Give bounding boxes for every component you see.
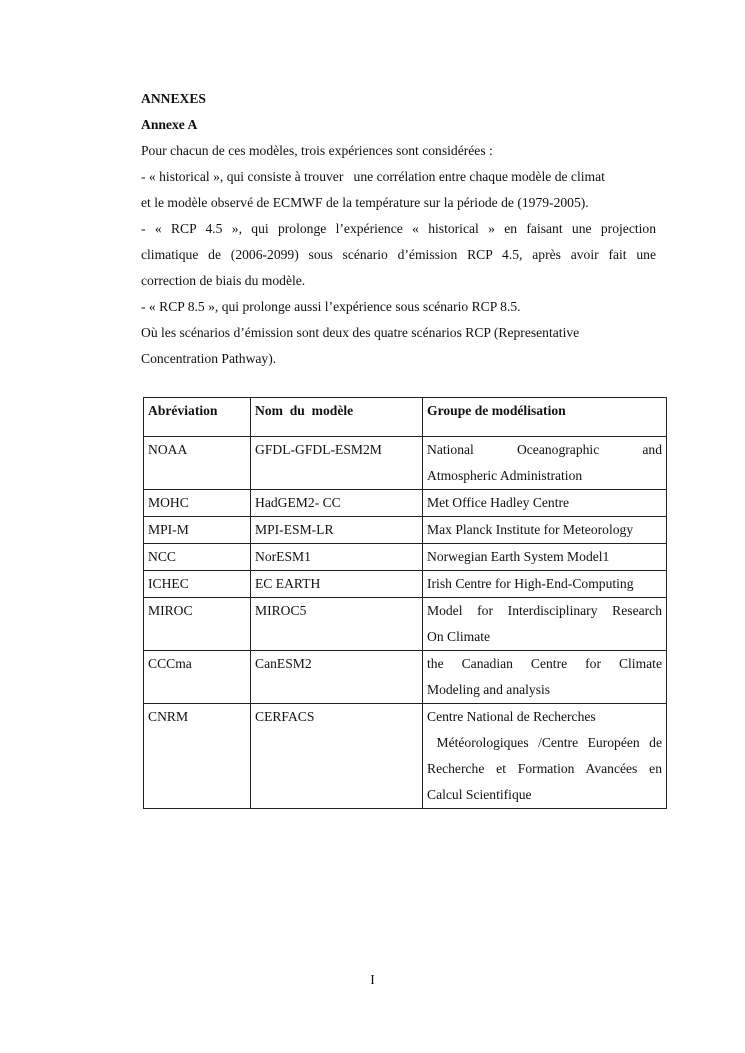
group-line: On Climate [427,629,491,644]
group-line: Météorologiques /Centre Européen de [427,735,662,750]
table-row [144,437,667,490]
group-line: the Canadian Centre for Climate [427,656,662,671]
cell-abbr: MPI-M [144,517,251,544]
group-line: Model for Interdisciplinary Research [427,603,662,618]
paragraph-line: Concentration Pathway). [141,351,277,366]
cell-group [423,598,667,651]
cell-group: Norwegian Earth System Model1 [423,544,667,571]
page-body [141,86,656,372]
group-line: Atmospheric Administration [427,468,583,483]
paragraph-line: et le modèle observé de ECMWF de la température sur la période de (1979-2005). [141,195,589,210]
paragraph-line: - « historical », qui consiste à trouver une corrélation entre chaque modèle de climat [141,169,605,184]
cell-model: GFDL-GFDL-ESM2M [251,437,423,490]
paragraph-line: - « RCP 8.5 », qui prolonge aussi l’expérience sous scénario RCP 8.5. [141,299,521,314]
table-row [144,704,667,809]
cell-model: CanESM2 [251,651,423,704]
cell-group: Max Planck Institute for Meteorology [423,517,667,544]
cell-model: HadGEM2- CC [251,490,423,517]
paragraph-line: Pour chacun de ces modèles, trois expériences sont considérées : [141,143,493,158]
table-row [144,651,667,704]
table-header-row [144,398,667,437]
table-row [144,517,667,544]
cell-group: Met Office Hadley Centre [423,490,667,517]
header-model-name: Nom du modèle [251,398,423,437]
cell-model: NorESM1 [251,544,423,571]
cell-abbr: MOHC [144,490,251,517]
annexes-heading: ANNEXES [141,91,206,106]
cell-abbr: MIROC [144,598,251,651]
table-row [144,571,667,598]
paragraph-line: - « RCP 4.5 », qui prolonge l’expérience « historical » en faisant une projection [141,221,656,236]
cell-abbr: NOAA [144,437,251,490]
models-table [143,397,667,809]
cell-group [423,437,667,490]
page-number: I [370,972,375,987]
group-line: Centre National de Recherches [427,709,596,724]
group-line: National Oceanographic and [427,442,662,457]
cell-group [423,651,667,704]
table-row [144,544,667,571]
group-line: Calcul Scientifique [427,787,532,802]
table-row [144,598,667,651]
cell-group: Irish Centre for High-End-Computing [423,571,667,598]
cell-abbr: NCC [144,544,251,571]
cell-model: MPI-ESM-LR [251,517,423,544]
group-line: Modeling and analysis [427,682,551,697]
cell-abbr: CCCma [144,651,251,704]
header-group: Groupe de modélisation [423,398,667,437]
cell-model: MIROC5 [251,598,423,651]
header-abbreviation: Abréviation [144,398,251,437]
paragraph-line: correction de biais du modèle. [141,273,306,288]
paragraph-line: Où les scénarios d’émission sont deux des quatre scénarios RCP (Representative [141,325,580,340]
table-row [144,490,667,517]
group-line: Recherche et Formation Avancées en [427,761,662,776]
cell-group [423,704,667,809]
cell-model: EC EARTH [251,571,423,598]
cell-abbr: CNRM [144,704,251,809]
cell-abbr: ICHEC [144,571,251,598]
annexe-a-subheading: Annexe A [141,117,198,132]
cell-model: CERFACS [251,704,423,809]
paragraph-line: climatique de (2006-2099) sous scénario d’émission RCP 4.5, après avoir fait une [141,247,656,262]
